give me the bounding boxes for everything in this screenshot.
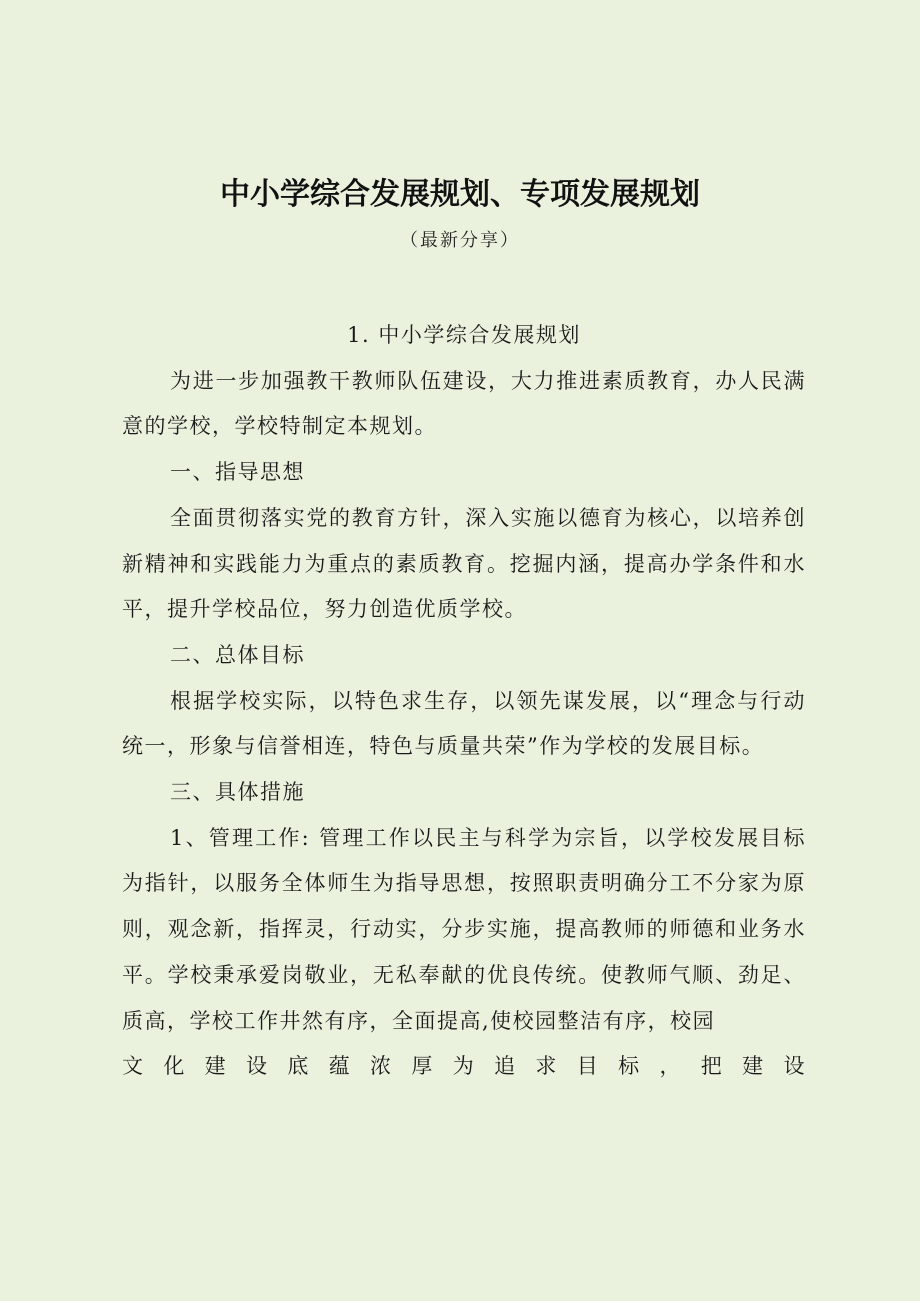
paragraph-guiding-ideology: 全面贯彻落实党的教育方针，深入实施以德育为核心，以培养创新精神和实践能力为重点的素质教育。挖掘内涵，提高办学条件和水平，提升学校品位，努力创造优质学校。	[122, 505, 806, 622]
document-body	[122, 313, 806, 1090]
document-title: 中小学综合发展规划、专项发展规划	[220, 177, 700, 212]
section-heading: 1. 中小学综合发展规划	[347, 323, 581, 347]
intro-paragraph: 为进一步加强教干教师队伍建设，大力推进素质教育，办人民满意的学校，学校特制定本规划。	[122, 368, 806, 439]
heading-specific-measures: 三、具体措施	[170, 780, 305, 805]
document-subtitle: （最新分享）	[400, 230, 520, 251]
heading-overall-goal: 二、总体目标	[170, 642, 305, 667]
paragraph-management-work-last-line: 文​化​建​设​底​蕴​浓​厚​为​追​求​目​标​，​把​建​设	[122, 1054, 806, 1079]
paragraph-management-work: 1、管理工作: 管理工作以民主与科学为宗旨，以学校发展目标为指针，以服务全体师生为指导思想，按照职责明确分工不分家为原则，观念新，指挥灵，行动实，分步实施，提高教师的师德和业务水平。学校秉承爱岗敬业，无私奉献的优良传统。使教师气顺、劲足、质高，学校工作井然有序，全面提高,使校园整洁有序，校园	[122, 825, 806, 1033]
heading-guiding-ideology: 一、指导思想	[170, 460, 305, 485]
paragraph-overall-goal: 根据学校实际，以特色求生存，以领先谋发展，以“理念与行动统一，形象与信誉相连，特色与质量共荣”作为学校的发展目标。	[122, 688, 806, 759]
